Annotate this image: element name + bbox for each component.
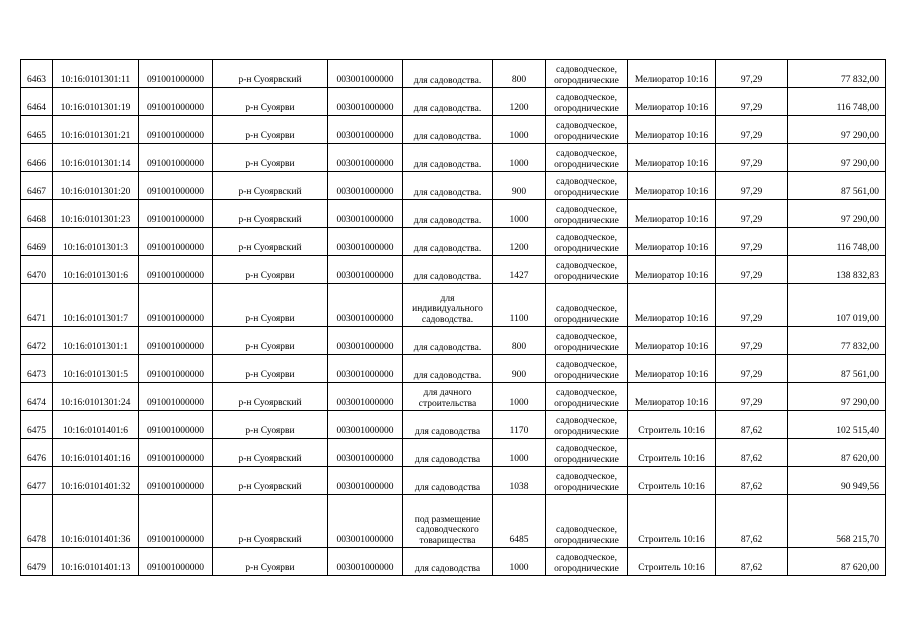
okato-code: 091001000000: [139, 467, 213, 495]
row-number: 6471: [21, 284, 53, 327]
row-number: 6473: [21, 355, 53, 383]
cadastral-rate: 97,29: [716, 200, 788, 228]
settlement: Мелиоратор 10:16: [628, 256, 716, 284]
land-area: 1170: [493, 411, 546, 439]
cadastral-number: 10:16:0101301:14: [53, 144, 139, 172]
oktmo-code: 003001000000: [328, 256, 403, 284]
settlement: Строитель 10:16: [628, 548, 716, 576]
district: р-н Суоярвский: [213, 228, 328, 256]
cadastral-rate: 97,29: [716, 228, 788, 256]
cadastral-rate: 97,29: [716, 172, 788, 200]
district: р-н Суоярви: [213, 116, 328, 144]
land-area: 1000: [493, 548, 546, 576]
oktmo-code: 003001000000: [328, 495, 403, 548]
land-area: 800: [493, 327, 546, 355]
land-purpose: для садоводства.: [403, 256, 493, 284]
land-purpose: для садоводства.: [403, 172, 493, 200]
district: р-н Суоярвский: [213, 60, 328, 88]
table-row: [21, 495, 886, 548]
district: р-н Суоярви: [213, 256, 328, 284]
okato-code: 091001000000: [139, 88, 213, 116]
okato-code: 091001000000: [139, 172, 213, 200]
land-purpose: для садоводства.: [403, 144, 493, 172]
land-purpose: для садоводства.: [403, 327, 493, 355]
row-number: 6467: [21, 172, 53, 200]
land-area: 1427: [493, 256, 546, 284]
okato-code: 091001000000: [139, 548, 213, 576]
row-number: 6479: [21, 548, 53, 576]
oktmo-code: 003001000000: [328, 116, 403, 144]
settlement: Мелиоратор 10:16: [628, 327, 716, 355]
row-number: 6470: [21, 256, 53, 284]
land-purpose: для садоводства: [403, 548, 493, 576]
okato-code: 091001000000: [139, 284, 213, 327]
land-purpose: под размещение садоводческого товарищества: [403, 495, 493, 548]
row-number: 6477: [21, 467, 53, 495]
row-number: 6464: [21, 88, 53, 116]
cadastral-value: 568 215,70: [788, 495, 886, 548]
row-number: 6466: [21, 144, 53, 172]
row-number: 6476: [21, 439, 53, 467]
settlement: Мелиоратор 10:16: [628, 116, 716, 144]
cadastral-rate: 97,29: [716, 88, 788, 116]
settlement: Строитель 10:16: [628, 495, 716, 548]
land-category: садоводческое, огороднические: [546, 548, 628, 576]
land-category: садоводческое, огороднические: [546, 495, 628, 548]
district: р-н Суоярвский: [213, 439, 328, 467]
land-area: 1000: [493, 116, 546, 144]
cadastral-rate: 97,29: [716, 144, 788, 172]
cadastral-value: 77 832,00: [788, 60, 886, 88]
oktmo-code: 003001000000: [328, 200, 403, 228]
cadastral-value: 102 515,40: [788, 411, 886, 439]
district: р-н Суоярвский: [213, 467, 328, 495]
land-category: садоводческое, огороднические: [546, 228, 628, 256]
cadastral-number: 10:16:0101401:6: [53, 411, 139, 439]
cadastral-number: 10:16:0101401:13: [53, 548, 139, 576]
row-number: 6465: [21, 116, 53, 144]
cadastral-rate: 87,62: [716, 439, 788, 467]
settlement: Строитель 10:16: [628, 439, 716, 467]
cadastral-value: 107 019,00: [788, 284, 886, 327]
table-row: [21, 439, 886, 467]
cadastral-rate: 97,29: [716, 355, 788, 383]
row-number: 6472: [21, 327, 53, 355]
okato-code: 091001000000: [139, 327, 213, 355]
cadastral-number: 10:16:0101301:7: [53, 284, 139, 327]
cadastral-value: 116 748,00: [788, 228, 886, 256]
row-number: 6469: [21, 228, 53, 256]
okato-code: 091001000000: [139, 355, 213, 383]
land-category: садоводческое, огороднические: [546, 411, 628, 439]
okato-code: 091001000000: [139, 495, 213, 548]
land-purpose: для садоводства.: [403, 228, 493, 256]
table-row: [21, 383, 886, 411]
cadastral-value: 97 290,00: [788, 200, 886, 228]
land-category: садоводческое, огороднические: [546, 327, 628, 355]
land-category: садоводческое, огороднические: [546, 60, 628, 88]
cadastral-rate: 97,29: [716, 327, 788, 355]
district: р-н Суоярвский: [213, 172, 328, 200]
settlement: Мелиоратор 10:16: [628, 60, 716, 88]
cadastral-value: 138 832,83: [788, 256, 886, 284]
okato-code: 091001000000: [139, 144, 213, 172]
cadastral-rate: 97,29: [716, 284, 788, 327]
okato-code: 091001000000: [139, 200, 213, 228]
settlement: Мелиоратор 10:16: [628, 200, 716, 228]
settlement: Мелиоратор 10:16: [628, 144, 716, 172]
district: р-н Суоярвский: [213, 200, 328, 228]
settlement: Мелиоратор 10:16: [628, 284, 716, 327]
land-category: садоводческое, огороднические: [546, 88, 628, 116]
oktmo-code: 003001000000: [328, 144, 403, 172]
land-category: садоводческое, огороднические: [546, 144, 628, 172]
table-row: [21, 60, 886, 88]
oktmo-code: 003001000000: [328, 355, 403, 383]
cadastral-number: 10:16:0101301:3: [53, 228, 139, 256]
table-row: [21, 88, 886, 116]
okato-code: 091001000000: [139, 228, 213, 256]
oktmo-code: 003001000000: [328, 467, 403, 495]
table-row: [21, 467, 886, 495]
table-row: [21, 116, 886, 144]
district: р-н Суоярви: [213, 144, 328, 172]
cadastral-number: 10:16:0101401:32: [53, 467, 139, 495]
land-area: 900: [493, 172, 546, 200]
land-purpose: для индивидуального садоводства.: [403, 284, 493, 327]
table-row: [21, 355, 886, 383]
district: р-н Суоярви: [213, 327, 328, 355]
land-category: садоводческое, огороднические: [546, 383, 628, 411]
cadastral-rate: 97,29: [716, 256, 788, 284]
settlement: Мелиоратор 10:16: [628, 228, 716, 256]
okato-code: 091001000000: [139, 411, 213, 439]
row-number: 6474: [21, 383, 53, 411]
okato-code: 091001000000: [139, 116, 213, 144]
cadastral-rate: 87,62: [716, 411, 788, 439]
district: р-н Суоярви: [213, 411, 328, 439]
table-row: [21, 284, 886, 327]
land-purpose: для садоводства: [403, 439, 493, 467]
land-category: садоводческое, огороднические: [546, 256, 628, 284]
table-row: [21, 327, 886, 355]
cadastral-value: 87 620,00: [788, 548, 886, 576]
land-area: 1100: [493, 284, 546, 327]
cadastral-number: 10:16:0101301:5: [53, 355, 139, 383]
district: р-н Суоярви: [213, 88, 328, 116]
land-category: садоводческое, огороднические: [546, 467, 628, 495]
district: р-н Суоярви: [213, 355, 328, 383]
okato-code: 091001000000: [139, 383, 213, 411]
settlement: Мелиоратор 10:16: [628, 383, 716, 411]
cadastral-number: 10:16:0101301:11: [53, 60, 139, 88]
land-purpose: для садоводства.: [403, 116, 493, 144]
cadastral-number: 10:16:0101301:24: [53, 383, 139, 411]
land-category: садоводческое, огороднические: [546, 355, 628, 383]
settlement: Мелиоратор 10:16: [628, 88, 716, 116]
land-category: садоводческое, огороднические: [546, 172, 628, 200]
land-purpose: для дачного строительства: [403, 383, 493, 411]
district: р-н Суоярви: [213, 548, 328, 576]
oktmo-code: 003001000000: [328, 327, 403, 355]
land-area: 1000: [493, 144, 546, 172]
district: р-н Суоярвский: [213, 383, 328, 411]
land-area: 1038: [493, 467, 546, 495]
cadastral-value: 97 290,00: [788, 144, 886, 172]
table-row: [21, 144, 886, 172]
cadastral-rate: 97,29: [716, 383, 788, 411]
cadastral-rate: 87,62: [716, 548, 788, 576]
land-purpose: для садоводства.: [403, 60, 493, 88]
cadastral-value: 97 290,00: [788, 383, 886, 411]
land-purpose: для садоводства: [403, 411, 493, 439]
cadastral-value: 97 290,00: [788, 116, 886, 144]
land-area: 6485: [493, 495, 546, 548]
land-category: садоводческое, огороднические: [546, 284, 628, 327]
row-number: 6463: [21, 60, 53, 88]
cadastral-value: 90 949,56: [788, 467, 886, 495]
oktmo-code: 003001000000: [328, 548, 403, 576]
district: р-н Суоярвский: [213, 495, 328, 548]
land-purpose: для садоводства.: [403, 200, 493, 228]
land-area: 1000: [493, 439, 546, 467]
land-purpose: для садоводства.: [403, 88, 493, 116]
table-row: [21, 172, 886, 200]
cadastral-value: 87 561,00: [788, 355, 886, 383]
land-purpose: для садоводства.: [403, 355, 493, 383]
oktmo-code: 003001000000: [328, 439, 403, 467]
cadastral-number: 10:16:0101401:36: [53, 495, 139, 548]
oktmo-code: 003001000000: [328, 228, 403, 256]
table-row: [21, 256, 886, 284]
cadastral-value: 77 832,00: [788, 327, 886, 355]
table-row: [21, 200, 886, 228]
land-area: 1000: [493, 200, 546, 228]
cadastral-value: 116 748,00: [788, 88, 886, 116]
settlement: Строитель 10:16: [628, 467, 716, 495]
cadastral-number: 10:16:0101301:6: [53, 256, 139, 284]
cadastral-number: 10:16:0101301:21: [53, 116, 139, 144]
cadastral-rate: 97,29: [716, 60, 788, 88]
cadastral-number: 10:16:0101301:20: [53, 172, 139, 200]
land-area: 1000: [493, 383, 546, 411]
okato-code: 091001000000: [139, 439, 213, 467]
cadastral-rate: 87,62: [716, 495, 788, 548]
cadastral-value: 87 561,00: [788, 172, 886, 200]
land-area: 800: [493, 60, 546, 88]
cadastral-value: 87 620,00: [788, 439, 886, 467]
oktmo-code: 003001000000: [328, 411, 403, 439]
land-purpose: для садоводства: [403, 467, 493, 495]
row-number: 6478: [21, 495, 53, 548]
oktmo-code: 003001000000: [328, 284, 403, 327]
okato-code: 091001000000: [139, 60, 213, 88]
table-row: [21, 548, 886, 576]
cadastral-rate: 87,62: [716, 467, 788, 495]
land-category: садоводческое, огороднические: [546, 439, 628, 467]
settlement: Мелиоратор 10:16: [628, 172, 716, 200]
cadastral-number: 10:16:0101301:19: [53, 88, 139, 116]
oktmo-code: 003001000000: [328, 88, 403, 116]
cadastral-number: 10:16:0101301:1: [53, 327, 139, 355]
land-area: 1200: [493, 88, 546, 116]
row-number: 6468: [21, 200, 53, 228]
oktmo-code: 003001000000: [328, 172, 403, 200]
table-row: [21, 228, 886, 256]
land-register-table: [20, 59, 886, 576]
cadastral-number: 10:16:0101301:23: [53, 200, 139, 228]
cadastral-rate: 97,29: [716, 116, 788, 144]
land-area: 1200: [493, 228, 546, 256]
okato-code: 091001000000: [139, 256, 213, 284]
land-category: садоводческое, огороднические: [546, 200, 628, 228]
settlement: Строитель 10:16: [628, 411, 716, 439]
oktmo-code: 003001000000: [328, 383, 403, 411]
land-category: садоводческое, огороднические: [546, 116, 628, 144]
oktmo-code: 003001000000: [328, 60, 403, 88]
land-area: 900: [493, 355, 546, 383]
cadastral-number: 10:16:0101401:16: [53, 439, 139, 467]
district: р-н Суоярви: [213, 284, 328, 327]
row-number: 6475: [21, 411, 53, 439]
settlement: Мелиоратор 10:16: [628, 355, 716, 383]
table-row: [21, 411, 886, 439]
